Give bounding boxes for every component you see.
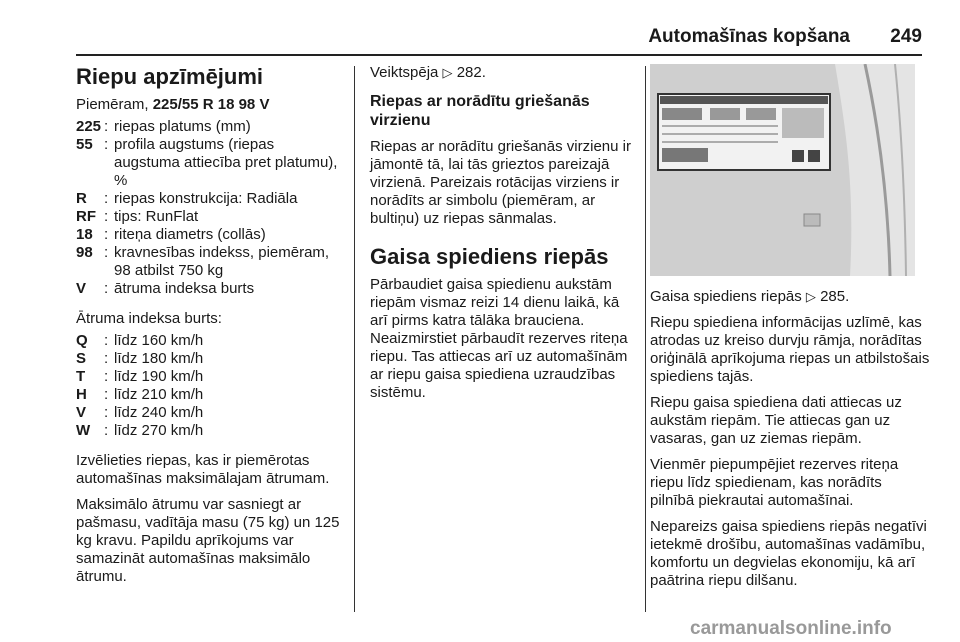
heading-tire-pressure: Gaisa spiediens riepās — [370, 244, 609, 269]
example-line — [76, 96, 342, 114]
paragraph-check-pressure: Pārbaudiet gaisa spiedienu aukstām riepām vismaz reizi 14 dienu laikā, kā arī pirms katra tālāka brauciena. Neaizmirstiet pārbaudīt rezerves riteņa riepu. Tas attiecas arī uz automašīnām ar riepu gaisa spiediena uzraudzības sistēmu. — [370, 276, 628, 401]
watermark: carmanualsonline.info — [690, 618, 892, 639]
list-item: 225 : riepas platums (mm) — [76, 118, 251, 135]
list-item: RF : tips: RunFlat — [76, 208, 199, 225]
list-item: H : līdz 210 km/h — [76, 386, 204, 403]
tire-code-list — [76, 118, 342, 298]
column-3 — [650, 64, 930, 598]
list-item: R : riepas konstrukcija: Radiāla — [76, 190, 298, 207]
reference-tire-pressure: Gaisa spiediens riepās ▷ 285. — [650, 288, 850, 305]
column-1 — [76, 64, 342, 594]
list-item: W : līdz 270 km/h — [76, 422, 204, 439]
reference-performance: Veiktspēja ▷ 282. — [370, 64, 486, 81]
page-ref-arrow-icon: ▷ — [442, 65, 453, 80]
section-heading-tire-markings: Riepu apzīmējumi — [76, 64, 264, 89]
example-code: 225/55 R 18 98 V — [152, 96, 270, 113]
list-item: S : līdz 180 km/h — [76, 350, 204, 367]
heading-directional-tires: Riepas ar norādītu griešanās virzienu — [370, 93, 590, 129]
paragraph-label-location: Riepu spiediena informācijas uzlīmē, kas atrodas uz kreiso durvju rāmja, norādītas oriģinālā aprīkojuma riepas un atbilstošais spiediens tajās. — [650, 314, 930, 385]
list-item: 98 : kravnesības indekss, piemēram, 98 atbilst 750 kg — [76, 244, 330, 279]
paragraph-wrong-pressure: Nepareizs gaisa spiediens riepās negatīvi ietekmē drošību, automašīnas vadāmību, komfortu un degvielas ekonomiju, kā arī paātrina riepu dilšanu. — [650, 518, 927, 589]
example-prefix: Piemēram, — [76, 96, 153, 113]
list-item: V : ātruma indeksa burts — [76, 280, 255, 297]
header-rule — [76, 54, 922, 56]
column-2 — [370, 64, 635, 410]
paragraph-max-speed: Maksimālo ātrumu var sasniegt ar pašmasu, vadītāja masu (75 kg) un 125 kg kravu. Papildu aprīkojums var samazināt automašīnas maksimālo ātrumu. — [76, 496, 340, 585]
door-frame-illustration — [650, 64, 915, 276]
page-number: 249 — [890, 26, 922, 47]
list-item: V : līdz 240 km/h — [76, 404, 204, 421]
page-header-title: Automašīnas kopšana — [648, 26, 850, 47]
speed-index-intro: Ātruma indeksa burts: — [76, 310, 222, 327]
paragraph-cold-tires: Riepu gaisa spiediena dati attiecas uz aukstām riepām. Tie attiecas gan uz vasaras, gan uz ziemas riepām. — [650, 394, 902, 447]
paragraph-tire-choice: Izvēlieties riepas, kas ir piemērotas automašīnas maksimālajam ātrumam. — [76, 452, 330, 487]
column-divider-1 — [354, 66, 355, 612]
paragraph-spare-wheel: Vienmēr piepumpējiet rezerves riteņa riepu līdz spiedienam, kas norādīts pilnībā piekrautai automašīnai. — [650, 456, 899, 509]
page-ref-arrow-icon: ▷ — [805, 289, 816, 304]
list-item: T : līdz 190 km/h — [76, 368, 204, 385]
speed-index-list — [76, 332, 342, 440]
paragraph-directional-tires: Riepas ar norādītu griešanās virzienu ir jāmontē tā, lai tās grieztos pareizajā virzienā. Pareizais rotācijas virziens ir norādīts ar simbolu (piemēram, ar bultiņu) uz riepas sānmalas. — [370, 138, 631, 227]
column-divider-2 — [645, 66, 646, 612]
list-item: 55 : profila augstums (riepas augstuma attiecība pret platumu), % — [76, 136, 338, 189]
tire-pressure-label-photo — [650, 64, 915, 276]
list-item: Q : līdz 160 km/h — [76, 332, 204, 349]
list-item: 18 : riteņa diametrs (collās) — [76, 226, 266, 243]
